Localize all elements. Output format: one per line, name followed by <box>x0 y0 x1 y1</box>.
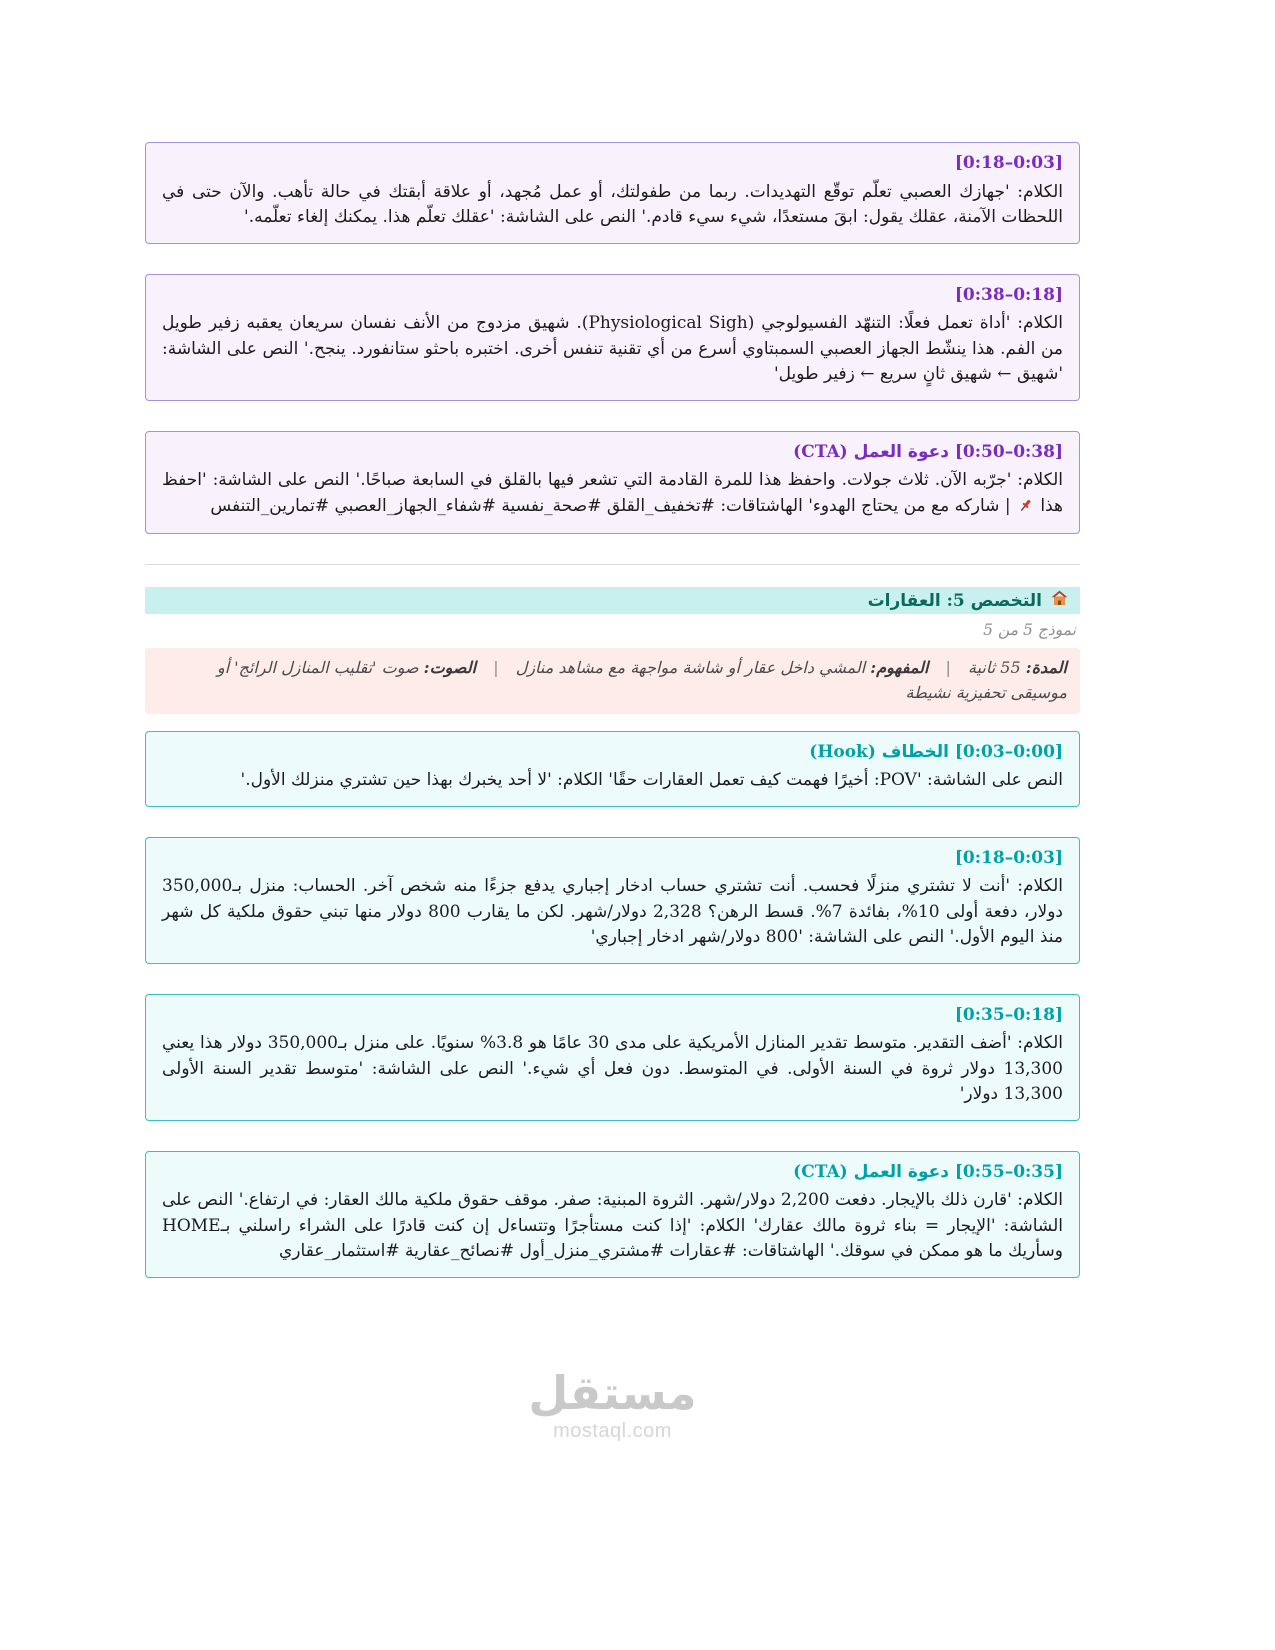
meta-separator: | <box>493 658 499 677</box>
section-header-bar <box>145 587 1080 614</box>
timecode-header: [0:18–0:35] <box>954 1004 1063 1025</box>
timecode-header: [0:03–0:18] <box>954 153 1063 173</box>
pushpin-icon <box>1018 496 1033 522</box>
document-page <box>145 0 1080 1443</box>
timecode-header: [0:00–0:03] الخطاف (Hook) <box>809 741 1063 762</box>
concept-label: المفهوم: <box>870 658 929 677</box>
anxiety-section <box>145 142 1080 534</box>
timecode-header: [0:03–0:18] <box>954 847 1063 868</box>
script-text: الكلام: 'جهازك العصبي تعلّم توقّع التهديدات. ربما من طفولتك، أو عمل مُجهد، أو علاقة أبقتك في حالة تأهب. والآن حتى في اللحظات الآمنة، عقلك يقول: ابقَ مستعدًا، شيء سيء قادم.' النص على الشاشة: 'عقلك تعلّم هذا. يمكنك إلغاء تعلّمه.' <box>162 181 1063 227</box>
mostaql-logo: مستقل <box>528 1365 697 1420</box>
sound-value: صوت 'تقليب المنازل الرائج' أو موسيقى تحفيزية نشيطة <box>216 658 1067 702</box>
script-block-realestate-cta <box>145 1151 1080 1278</box>
timecode-header: [0:38–0:50] دعوة العمل (CTA) <box>793 441 1063 462</box>
timecode-header: [0:35–0:55] دعوة العمل (CTA) <box>793 1161 1063 1182</box>
script-text: الكلام: 'أنت لا تشتري منزلًا فحسب. أنت تشتري حساب ادخار إجباري يدفع جزءًا منه شخص آخر. الحساب: منزل بـ350,000 دولار، دفعة أولى 10%، بفائدة 7%. قسط الرهن؟ 2,328 دولار/شهر. لكن ما يقارب 800 دولار منها تبني حقوق ملكية كل شهر منذ اليوم الأول.' النص على الشاشة: '800 دولار/شهر ادخار إجباري' <box>162 876 1063 948</box>
concept-value: المشي داخل عقار أو شاشة مواجهة مع مشاهد منازل <box>515 658 866 677</box>
script-block-anxiety-2 <box>145 274 1080 401</box>
model-counter: نموذج 5 من 5 <box>983 621 1076 639</box>
script-text <box>162 468 1063 521</box>
watermark <box>145 1365 1080 1444</box>
script-text-after-pin: | شاركه مع من يحتاج الهدوء' الهاشتاقات: #تخفيف_القلق #صحة_نفسية #شفاء_الجهاز_العصبي #تمارين_التنفس <box>210 495 1011 516</box>
section-title: التخصص 5: العقارات <box>867 590 1042 611</box>
duration-label: المدة: <box>1025 658 1067 677</box>
script-block-realestate-3 <box>145 994 1080 1121</box>
script-block-realestate-hook <box>145 731 1080 807</box>
script-block-anxiety-1 <box>145 142 1080 244</box>
script-text: الكلام: 'قارن ذلك بالإيجار. دفعت 2,200 دولار/شهر. الثروة المبنية: صفر. موقف حقوق ملكية مالك العقار: في ارتفاع.' النص على الشاشة: 'الإيجار = بناء ثروة مالك عقارك' الكلام: 'إذا كنت مستأجرًا وتتساءل إن كنت قادرًا على الشراء راسلني بـHOME وسأريك ما هو ممكن في سوقك.' الهاشتاقات: #عقارات #مشتري_منزل_أول #نصائح_عقارية #استثمار_عقاري <box>162 1190 1063 1262</box>
sound-label: الصوت: <box>423 658 477 677</box>
script-text: الكلام: 'أضف التقدير. متوسط تقدير المنازل الأمريكية على مدى 30 عامًا هو 3.8% سنويًا. على منزل بـ350,000 دولار هذا يعني 13,300 دولار ثروة في السنة الأولى. في المتوسط. دون فعل أي شيء.' النص على الشاشة: 'متوسط تقدير السنة الأولى 13,300 دولار' <box>162 1033 1063 1105</box>
script-text-before-pin: الكلام: 'جرّبه الآن. ثلاث جولات. واحفظ هذا للمرة القادمة التي تشعر فيها بالقلق في السابعة صباحًا.' النص على الشاشة: 'احفظ هذا <box>162 470 1063 516</box>
script-block-realestate-2 <box>145 837 1080 964</box>
duration-value: 55 ثانية <box>968 658 1021 677</box>
script-block-anxiety-cta <box>145 431 1080 535</box>
timecode-header: [0:18–0:38] <box>954 284 1063 305</box>
house-icon <box>1051 590 1068 611</box>
section-divider <box>145 564 1080 565</box>
script-text: النص على الشاشة: 'POV: أخيرًا فهمت كيف تعمل العقارات حقًا' الكلام: 'لا أحد يخبرك بهذا حين تشتري منزلك الأول.' <box>240 770 1063 791</box>
real-estate-section <box>145 587 1080 1278</box>
meta-separator: | <box>945 658 951 677</box>
mostaql-domain: mostaql.com <box>553 1420 672 1443</box>
script-text: الكلام: 'أداة تعمل فعلًا: التنهّد الفسيولوجي (Physiological Sigh). شهيق مزدوج من الأنف نفسان سريعان يعقبه زفير طويل من الفم. هذا ينشّط الجهاز العصبي السمبتاوي أسرع من أي تقنية تنفس أخرى. اختبره باحثو ستانفورد. ينجح.' النص على الشاشة: 'شهيق ← شهيق ثانٍ سريع ← زفير طويل' <box>162 313 1063 384</box>
video-meta-box <box>145 648 1080 714</box>
